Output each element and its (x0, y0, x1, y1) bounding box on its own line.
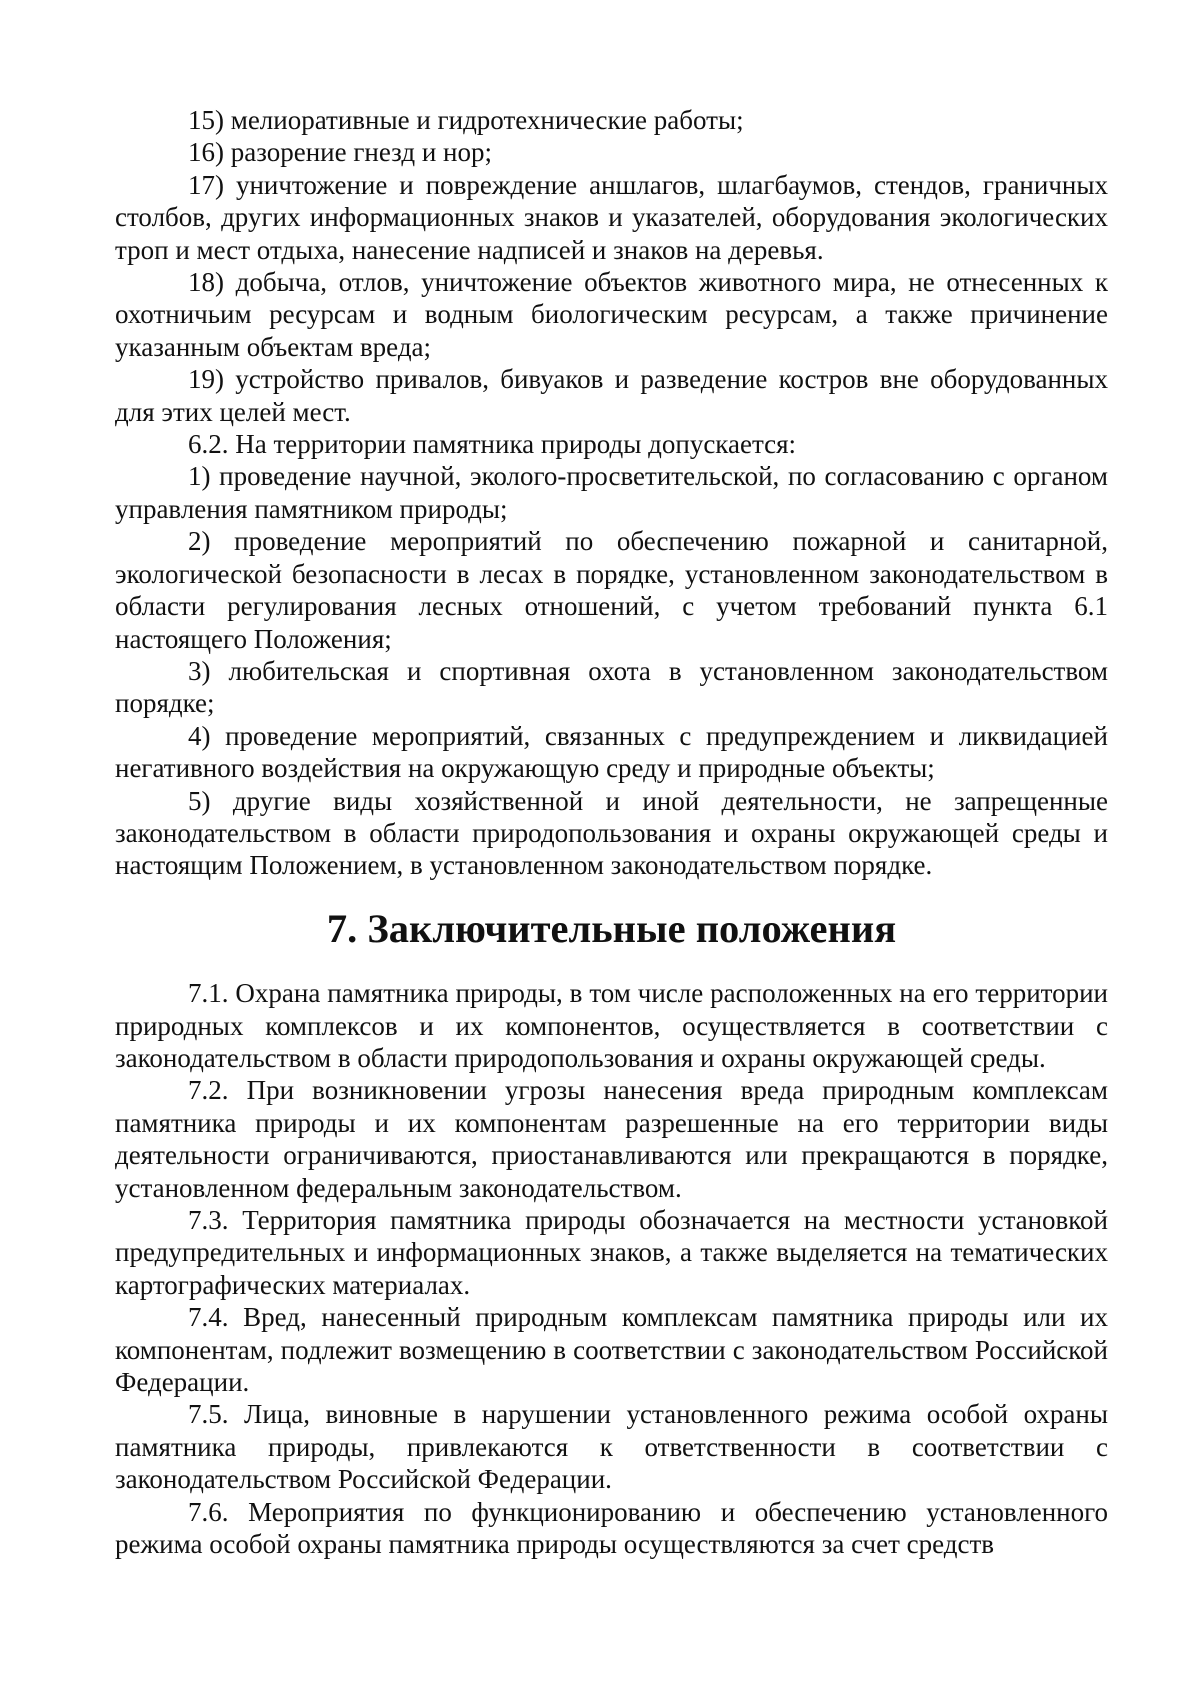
clause-7-4: 7.4. Вред, нанесенный природным комплексам памятника природы или их компонентам, подлежит возмещению в соответствии с законодательством Российской Федерации. (115, 1302, 1108, 1398)
list-item: 16) разорение гнезд и нор; (188, 137, 493, 168)
list-item: 2) проведение мероприятий по обеспечению пожарной и санитарной, экологической безопасности в лесах в порядке, установленном законодательством в области регулирования лесных отношений, с учетом требований пункта 6.1 настоящего Положения; (115, 526, 1108, 654)
clause-7-1: 7.1. Охрана памятника природы, в том числе расположенных на его территории природных комплексов и их компонентов, осуществляется в соответствии с законодательством в области природопользования и охраны окружающей среды. (115, 978, 1108, 1073)
list-item: 4) проведение мероприятий, связанных с предупреждением и ликвидацией негативного воздействия на окружающую среду и природные объекты; (115, 720, 1108, 784)
clause-6-2: 6.2. На территории памятника природы допускается: (188, 429, 797, 460)
list-item: 1) проведение научной, эколого-просветительской, по согласованию с органом управления памятником природы; (115, 461, 1108, 524)
section-heading: 7. Заключительные положения (326, 905, 897, 951)
clause-7-2: 7.2. При возникновении угрозы нанесения вреда природным комплексам памятника природы и их компонентам разрешенные на его территории виды деятельности ограничиваются, приостанавливаются или прекращаются в порядке, установленном федеральным законодательством. (115, 1075, 1108, 1203)
clause-7-6: 7.6. Мероприятия по функционированию и обеспечению установленного режима особой охраны памятника природы осуществляются за счет средств (115, 1496, 1108, 1560)
list-item: 17) уничтожение и повреждение аншлагов, шлагбаумов, стендов, граничных столбов, других информационных знаков и указателей, оборудования экологических троп и мест отдыха, нанесение надписей и знаков на деревья. (115, 169, 1108, 265)
document-page (115, 104, 1108, 1560)
list-item: 15) мелиоративные и гидротехнические работы; (188, 105, 744, 135)
clause-7-3: 7.3. Территория памятника природы обозначается на местности установкой предупредительных и информационных знаков, а также выделяется на тематических картографических материалах. (115, 1205, 1108, 1300)
list-item: 5) другие виды хозяйственной и иной деятельности, не запрещенные законодательством в области природопользования и охраны окружающей среды и настоящим Положением, в установленном законодательством порядке. (115, 785, 1108, 881)
list-item: 19) устройство привалов, бивуаков и разведение костров вне оборудованных для этих целей мест. (115, 364, 1108, 427)
list-item: 18) добыча, отлов, уничтожение объектов животного мира, не отнесенных к охотничьим ресурсам и водным биологическим ресурсам, а также причинение указанным объектам вреда; (115, 267, 1108, 362)
clause-7-5: 7.5. Лица, виновные в нарушении установленного режима особой охраны памятника природы, привлекаются к ответственности в соответствии с законодательством Российской Федерации. (115, 1399, 1108, 1495)
list-item: 3) любительская и спортивная охота в установленном законодательством порядке; (115, 655, 1108, 719)
